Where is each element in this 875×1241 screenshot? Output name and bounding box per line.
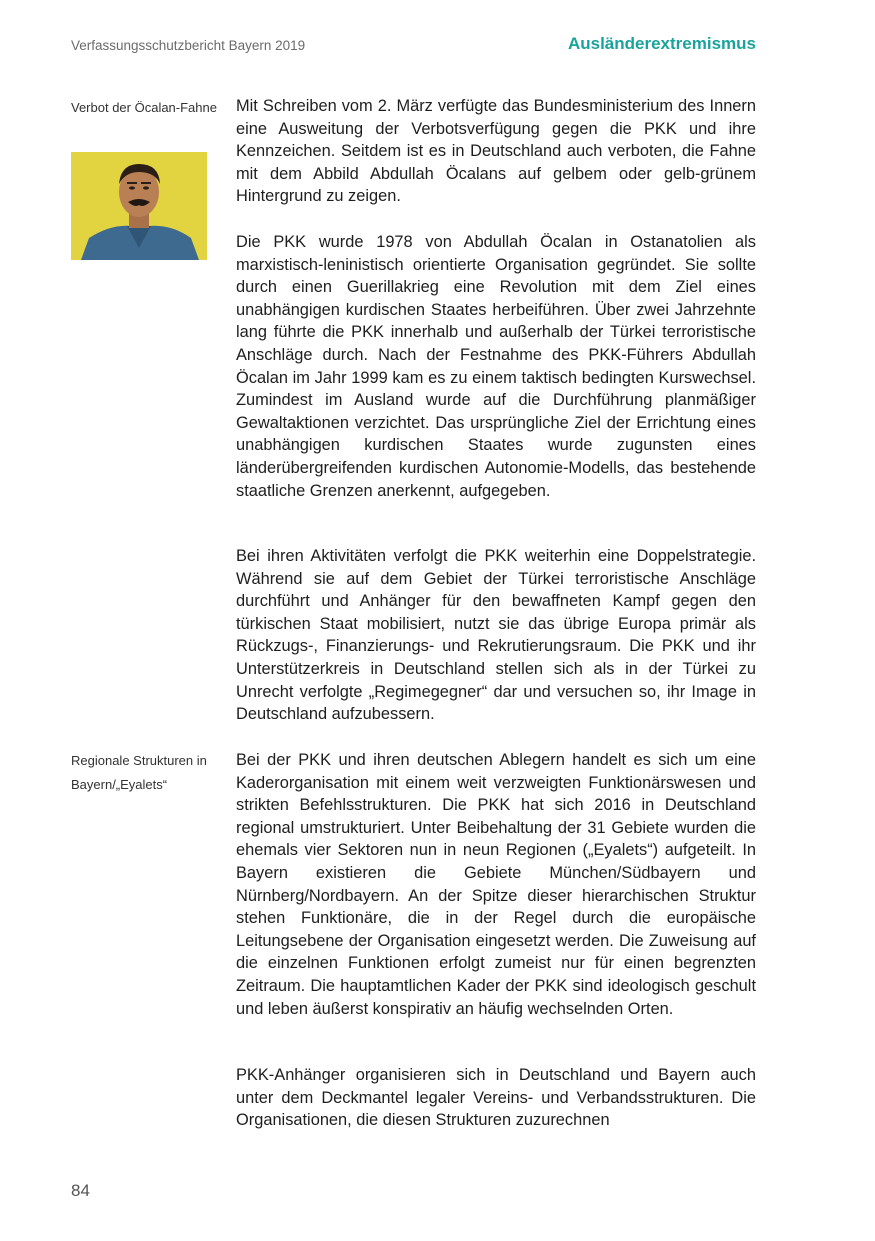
paragraph-3: Bei ihren Aktivitäten verfolgt die PKK weiterhin eine Doppelstrategie. Während sie auf dem Gebiet der Türkei terroristische Anschläge durchführt und Anhänger für den bewaffneten Kampf gegen den türkischen Staat mobilisiert, nutzt sie das übrige Europa primär als Rückzugs-, Finanzierungs- und Rekrutierungsraum. Die PKK und ihr Unterstützerkreis in Deutschland stellen sich als in der Türkei zu Unrecht verfolgte „Regimegegner“ dar und versuchen so, ihr Image in Deutschland aufzubessern.: [236, 547, 756, 724]
running-header: Verfassungsschutzbericht Bayern 2019: [71, 38, 306, 53]
paragraph-4: Bei der PKK und ihren deutschen Ablegern handelt es sich um eine Kaderorganisation mit einem weit verzweigten Funktionärswesen und strikten Befehlsstrukturen. Die PKK hat sich 2016 in Deutschland regional umstrukturiert. Unter Beibehaltung der 31 Gebiete wurden die ehemals vier Sektoren nun in neun Regionen („Eyalets“) aufgeteilt. In Bayern existieren die Gebiete München/Südbayern und Nürnberg/Nordbayern. An der Spitze dieser hierarchischen Struktur stehen Funktionäre, die in der Regel durch die europäische Leitungsebene der Organisation eingesetzt werden. Die Zuweisung auf die einzelnen Funktionen erfolgt zumeist nur für einen begrenzten Zeitraum. Die hauptamtlichen Kader der PKK sind ideologisch geschult und leben äußerst konspirativ an häufig wechselnden Orten.: [236, 751, 756, 1018]
margin-note-regional-structures: Regionale Strukturen in Bayern/„Eyalets“: [71, 753, 207, 792]
paragraph-2: Die PKK wurde 1978 von Abdullah Öcalan in Ostanatolien als marxistisch-leninistisch orientierte Organisation gegründet. Sie sollte durch einen Guerillakrieg eine Revolution mit dem Ziel eines unabhängigen kurdischen Staates herbeiführen. Über zwei Jahrzehnte lang führte die PKK innerhalb und außerhalb der Türkei terroristische Anschläge durch. Nach der Festnahme des PKK-Führers Abdullah Öcalan im Jahr 1999 kam es zu einem taktisch bedingten Kurswechsel. Zumindest im Ausland wurde auf die Durchführung planmäßiger Gewaltaktionen verzichtet. Das ursprüngliche Ziel der Errichtung eines unabhängigen kurdischen Staates wurde zugunsten eines länderübergreifenden kurdischen Autonomie-Modells, das bestehende staatliche Grenzen anerkennt, aufgegeben.: [236, 233, 756, 500]
section-title: Ausländerextremismus: [567, 34, 756, 53]
page-number: 84: [71, 1181, 90, 1200]
paragraph-5: PKK-Anhänger organisieren sich in Deutschland und Bayern auch unter dem Deckmantel legaler Vereins- und Verbandsstrukturen. Die Organisationen, die diesen Strukturen zuzurechnen: [236, 1066, 756, 1130]
ocalan-flag-image: [71, 152, 207, 260]
margin-note-flag-ban: Verbot der Öcalan-Fahne: [71, 100, 217, 115]
paragraph-1: Mit Schreiben vom 2. März verfügte das Bundesministerium des Innern eine Ausweitung der Verbotsverfügung gegen die PKK und ihre Kennzeichen. Seitdem ist es in Deutschland auch verboten, die Fahne mit dem Abbild Abdullah Öcalans auf gelbem oder gelb-grünem Hintergrund zu zeigen.: [236, 97, 756, 206]
